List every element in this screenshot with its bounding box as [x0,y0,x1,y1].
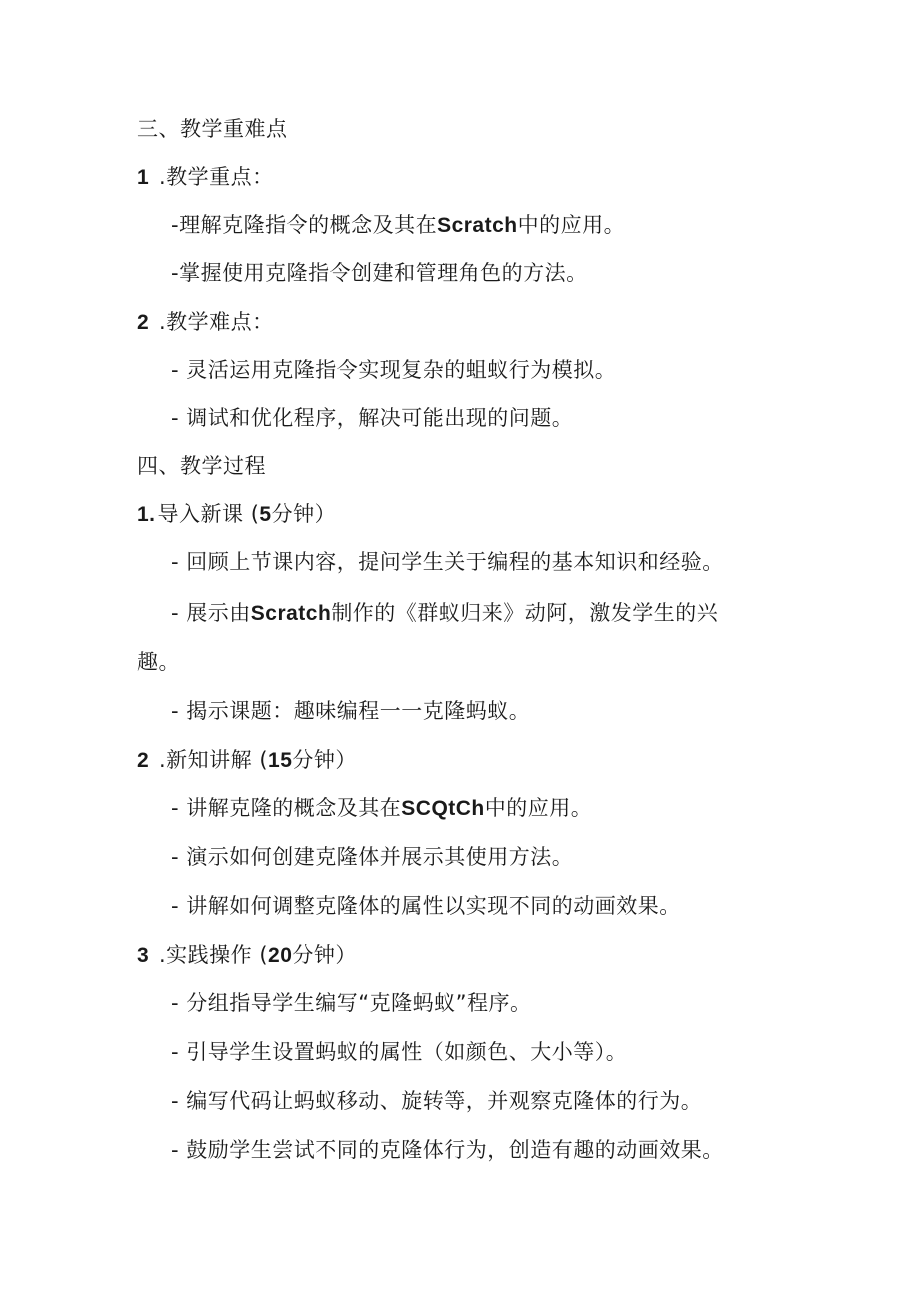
list-item: - 回顾上节课内容，提问学生关于编程的基本知识和经验。 [171,550,724,574]
list-item: - 编写代码让蚂蚁移动、旋转等，并观察克隆体的行为。 [171,1089,703,1113]
list-item: - 灵活运用克隆指令实现复杂的蛆蚁行为模拟。 [171,358,617,382]
list-item: -掌握使用克隆指令创建和管理角色的方法。 [171,261,588,285]
item-title: .教学难点： [159,310,274,334]
list-item: - 演示如何创建克隆体并展示其使用方法。 [171,845,574,869]
list-item: - 揭示课题：趣味编程一一克隆蚂蚁。 [171,699,531,723]
item-number: 2 [137,311,150,334]
section-4-2-heading [137,746,357,775]
item-title: .实践操作 (20分钟） [159,943,357,967]
item-number: 3 [137,944,150,967]
section-4-1-heading [137,500,336,529]
section-4-3-heading [137,941,357,970]
list-item: - 讲解克隆的概念及其在SCQtCh中的应用。 [171,796,593,820]
list-item: - 鼓励学生尝试不同的克隆体行为，创造有趣的动画效果。 [171,1138,724,1162]
item-number: 1. [137,503,156,526]
section-3-title: 三、教学重难点 [137,117,288,141]
item-title: .新知讲解 (15分钟） [159,748,357,772]
list-item: - 调试和优化程序，解决可能出现的问题。 [171,406,574,430]
section-3-1-heading [137,163,274,192]
item-title: .教学重点： [159,165,274,189]
item-number: 1 [137,166,150,189]
list-item-continuation: 趣。 [137,650,180,674]
list-item: - 分组指导学生编写“克隆蚂蚁”程序。 [171,991,532,1015]
list-item: - 引导学生设置蚂蚁的属性（如颜色、大小等）。 [171,1040,628,1064]
item-title: 导入新课 (5分钟） [157,502,337,526]
section-3-2-heading [137,308,274,337]
list-item: -理解克隆指令的概念及其在Scratch中的应用。 [171,213,626,237]
item-number: 2 [137,749,150,772]
list-item: - 展示由Scratch制作的《群蚁归来》动阿，激发学生的兴 [171,601,719,625]
section-4-title: 四、教学过程 [137,454,266,478]
list-item: - 讲解如何调整克隆体的属性以实现不同的动画效果。 [171,894,681,918]
